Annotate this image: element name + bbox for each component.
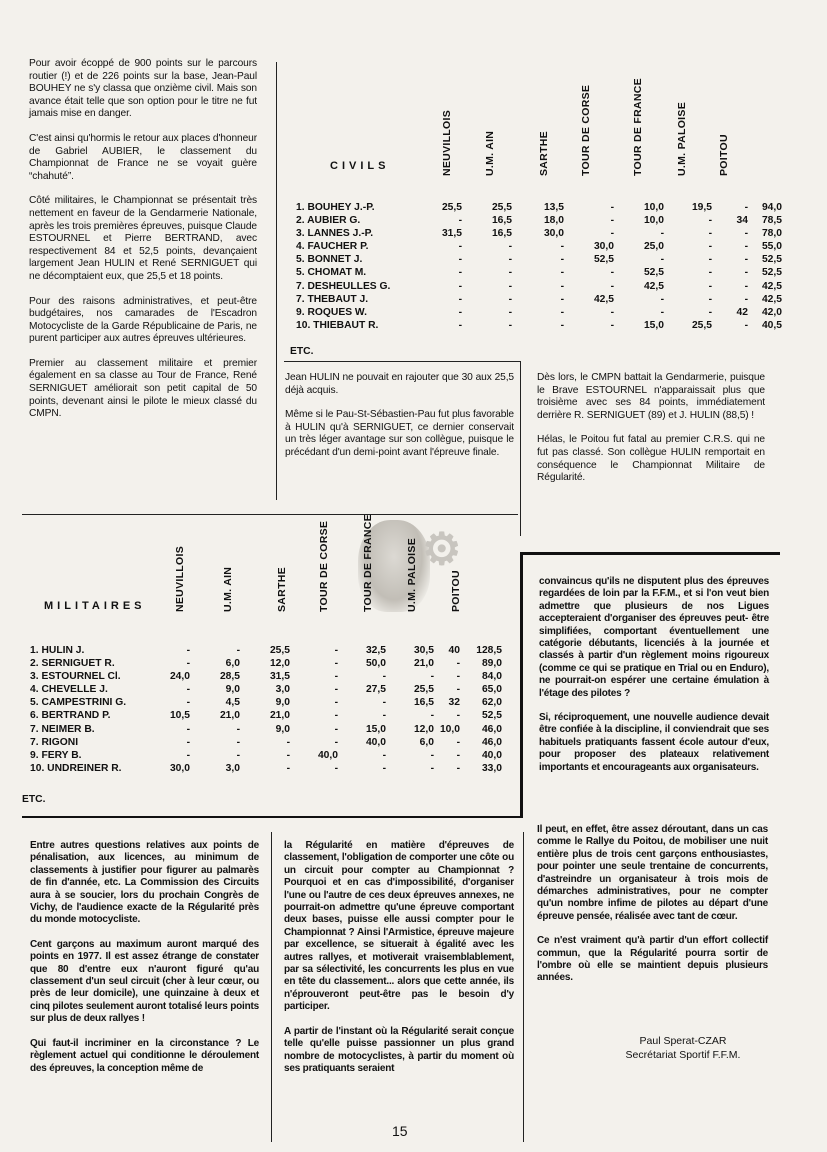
- score-cell: 52,5: [643, 267, 664, 279]
- score-cell: 10,0: [643, 215, 664, 227]
- rider-name: 3. LANNES J.-P.: [296, 228, 374, 240]
- score-cell: -: [708, 306, 712, 318]
- score-cell: -: [382, 710, 386, 722]
- rider-name: 10. THIEBAUT R.: [296, 319, 379, 331]
- signature-role: Secrétariat Sportif F.F.M.: [625, 1049, 741, 1061]
- score-cell: 24,0: [169, 671, 190, 683]
- article-column-3: [537, 372, 765, 497]
- paragraph: Jean HULIN ne pouvait en rajouter que 30 aux 25,5 déjà acquis.: [285, 372, 514, 396]
- total-cell: 40,5: [761, 319, 782, 331]
- score-cell: -: [610, 228, 614, 240]
- score-cell: 9,0: [275, 697, 290, 709]
- box-border-bottom: [22, 816, 522, 818]
- column-header-tour-de-corse: TOUR DE CORSE: [318, 520, 330, 612]
- table-row: [296, 266, 782, 279]
- score-cell: -: [456, 762, 460, 774]
- score-cell: 34: [736, 215, 748, 227]
- score-cell: 25,5: [491, 202, 512, 213]
- score-cell: -: [660, 228, 664, 240]
- rider-name: 5. BONNET J.: [296, 254, 363, 266]
- table-row: [30, 657, 502, 670]
- score-cell: 12,0: [413, 723, 434, 735]
- score-cell: 12,0: [269, 658, 290, 670]
- total-cell: 46,0: [481, 723, 502, 735]
- paragraph: Hélas, le Poitou fut fatal au premier C.R.S. qui ne fut pas classé. Son collègue HULIN remportait en conséquence le Championnat Militaire de Régularité.: [537, 434, 765, 484]
- score-cell: -: [458, 306, 462, 318]
- score-cell: 30,5: [413, 645, 434, 656]
- score-cell: -: [660, 293, 664, 305]
- score-cell: 10,5: [169, 710, 190, 722]
- table-row: [30, 723, 502, 736]
- score-cell: -: [708, 228, 712, 240]
- paragraph: C'est ainsi qu'hormis le retour aux places d'honneur de Gabriel AUBIER, le classement du Championnat de France ne se voyait guère “chahuté”.: [29, 132, 257, 182]
- score-cell: 25,5: [441, 202, 462, 213]
- score-cell: 4,5: [225, 697, 240, 709]
- score-cell: 40,0: [365, 736, 386, 748]
- score-cell: -: [508, 254, 512, 266]
- column-header-tour-de-france: TOUR DE FRANCE: [632, 78, 644, 176]
- score-cell: -: [236, 749, 240, 761]
- score-cell: -: [382, 697, 386, 709]
- score-cell: 15,0: [365, 723, 386, 735]
- score-cell: -: [456, 736, 460, 748]
- column-header-tour-de-france: TOUR DE FRANCE: [362, 514, 374, 612]
- score-cell: 6,0: [419, 736, 434, 748]
- rider-name: 7. THEBAUT J.: [296, 293, 369, 305]
- rider-name: 5. CHOMAT M.: [296, 267, 367, 279]
- score-cell: -: [744, 293, 748, 305]
- rider-name: 5. CAMPESTRINI G.: [30, 697, 127, 709]
- total-cell: 52,5: [481, 710, 502, 722]
- score-cell: -: [334, 736, 338, 748]
- table-row: [296, 214, 782, 227]
- total-cell: 78,0: [761, 228, 782, 240]
- score-cell: -: [560, 306, 564, 318]
- column-header-poitou: POITOU: [718, 134, 730, 176]
- score-cell: -: [334, 658, 338, 670]
- column-divider: [520, 361, 521, 536]
- table-row: [30, 644, 502, 657]
- score-cell: -: [744, 254, 748, 266]
- box-border-top: [520, 552, 780, 555]
- score-cell: -: [456, 710, 460, 722]
- bottom-column-1: [30, 840, 259, 1075]
- score-cell: -: [708, 280, 712, 292]
- paragraph: Qui faut-il incriminer en la circonstance ? Le règlement actuel qui conditionne le déroulement des épreuves, la conception même de: [30, 1037, 259, 1074]
- paragraph: Si, réciproquement, une nouvelle audience devait être confiée à la discipline, il conviendrait que ses habituels pratiquants fassent école autour d'eux, pour proposer des plateaux relativement importants et encourageants aux organisateurs.: [539, 712, 769, 773]
- table-row: [30, 749, 502, 762]
- score-cell: -: [186, 697, 190, 709]
- score-cell: -: [186, 658, 190, 670]
- table-row: [296, 319, 782, 332]
- score-cell: -: [236, 723, 240, 735]
- table-row: [30, 683, 502, 696]
- score-cell: 16,5: [491, 228, 512, 240]
- civils-title: CIVILS: [330, 160, 390, 172]
- score-cell: -: [560, 293, 564, 305]
- table-row: [296, 253, 782, 266]
- score-cell: 10,0: [439, 723, 460, 735]
- column-header-poitou: POITOU: [450, 570, 462, 612]
- total-cell: 55,0: [761, 241, 782, 253]
- civils-table: [296, 201, 782, 332]
- score-cell: -: [382, 749, 386, 761]
- score-cell: -: [744, 228, 748, 240]
- civils-divider: [284, 361, 520, 362]
- score-cell: -: [708, 267, 712, 279]
- score-cell: -: [334, 645, 338, 656]
- score-cell: -: [744, 267, 748, 279]
- militaires-title: MILITAIRES: [44, 600, 146, 612]
- score-cell: 31,5: [269, 671, 290, 683]
- total-cell: 42,0: [761, 306, 782, 318]
- score-cell: -: [382, 671, 386, 683]
- box-border-left: [520, 552, 523, 818]
- paragraph: A partir de l'instant où la Régularité serait conçue telle qu'elle puisse passionner un plus grand nombre de motocyclistes, à partir du moment où ses pratiquants seraient: [284, 1025, 514, 1074]
- table-row: [296, 280, 782, 293]
- score-cell: -: [610, 267, 614, 279]
- score-cell: -: [458, 267, 462, 279]
- score-cell: -: [458, 254, 462, 266]
- paragraph: Pour avoir écoppé de 900 points sur le parcours routier (!) et de 226 points sur la base, Jean-Paul BOUHEY ne s'y classa que onzième civil. Mais son avance était telle que son option pour le titre ne fut jamais mise en danger.: [29, 58, 257, 120]
- score-cell: -: [610, 319, 614, 331]
- score-cell: 19,5: [691, 202, 712, 213]
- score-cell: 13,5: [543, 202, 564, 213]
- score-cell: -: [660, 254, 664, 266]
- score-cell: -: [456, 684, 460, 696]
- score-cell: 28,5: [219, 671, 240, 683]
- score-cell: -: [186, 736, 190, 748]
- column-header-u-m-ain: U.M. AIN: [222, 566, 234, 612]
- score-cell: -: [456, 658, 460, 670]
- score-cell: -: [508, 306, 512, 318]
- score-cell: 6,0: [225, 658, 240, 670]
- score-cell: 3,0: [275, 684, 290, 696]
- score-cell: -: [286, 749, 290, 761]
- bottom-column-3: [537, 824, 768, 997]
- score-cell: -: [610, 306, 614, 318]
- score-cell: 30,0: [169, 762, 190, 774]
- paragraph: Côté militaires, le Championnat se présentait très nettement en faveur de la Gendarmerie Nationale, après les trois premières épreuves, puisque Claude ESTOURNEL et Pierre BERTRAND, avec respectivement 84 et 52,5 points, devançaient largement Jean HULIN et René SERNIGUET qui ne décomptaient eux, que 25,5 et 18 points.: [29, 195, 257, 282]
- militaires-divider: [22, 514, 518, 515]
- paragraph: Il peut, en effet, être assez déroutant, dans un cas comme le Rallye du Poitou, de mobiliser une nuit entière plus de trois cent garçons enthousiastes, pour pointer une seule trentaine de concurrents, d'astreindre un organisateur à trois mois de démarches administratives, pour ne compter qu'un nombre infime de pilotes au départ d'une épreuve pensée, réalisée avec tant de cœur.: [537, 824, 768, 922]
- score-cell: 42,5: [643, 280, 664, 292]
- score-cell: -: [458, 215, 462, 227]
- rider-name: 4. FAUCHER P.: [296, 241, 369, 253]
- score-cell: -: [334, 710, 338, 722]
- score-cell: -: [708, 241, 712, 253]
- table-row: [296, 240, 782, 253]
- total-cell: 78,5: [761, 215, 782, 227]
- paragraph: convaincus qu'ils ne disputent plus des épreuves regardées de loin par la F.F.M., et si l'on veut bien admettre que plusieurs de nos Ligues accepteraient d'organiser des épreuves peut- être simplifiées, comportant éventuellement une catégorie débutants, licenciés à la journée et classés à partir d'un règlement moins rigoureux (comme ce qui se pratique en Trial ou en Enduro), ne pourrait-on espérer une certaine émulation à l'étage des pilotes ?: [539, 576, 769, 699]
- score-cell: -: [508, 319, 512, 331]
- total-cell: 94,0: [761, 202, 782, 213]
- score-cell: -: [508, 267, 512, 279]
- score-cell: 40,0: [317, 749, 338, 761]
- score-cell: -: [456, 671, 460, 683]
- table-row: [30, 736, 502, 749]
- rider-name: 10. UNDREINER R.: [30, 762, 122, 774]
- rider-name: 1. BOUHEY J.-P.: [296, 202, 375, 213]
- total-cell: 46,0: [481, 736, 502, 748]
- score-cell: 31,5: [441, 228, 462, 240]
- page-number: 15: [392, 1123, 408, 1139]
- score-cell: 21,0: [413, 658, 434, 670]
- signature-name: Paul Sperat-CZAR: [639, 1035, 727, 1047]
- score-cell: 25,5: [413, 684, 434, 696]
- column-header-u-m-ain: U.M. AIN: [484, 130, 496, 176]
- paragraph: Même si le Pau-St-Sébastien-Pau fut plus favorable à HULIN qu'à SERNIGUET, ce dernier conservait un très léger avantage sur son collègue, puisque le précédant d'un demi-point avant l'épreuve finale.: [285, 409, 514, 458]
- score-cell: 40: [448, 645, 460, 656]
- rider-name: 3. ESTOURNEL Cl.: [30, 671, 121, 683]
- column-header-sarthe: SARTHE: [538, 131, 550, 176]
- column-header-neuvillois: NEUVILLOIS: [174, 545, 186, 612]
- total-cell: 128,5: [476, 645, 502, 656]
- table-row: [296, 227, 782, 240]
- paragraph: Entre autres questions relatives aux points de pénalisation, aux licences, au minimum de classements à justifier pour figurer au palmarès de fin d'année, etc. La Commission des Circuits aura à se soucier, lors du prochain Congrès de Vichy, de l'audience exacte de la Régularité près du monde motocycliste.: [30, 840, 259, 926]
- score-cell: -: [744, 202, 748, 213]
- bottom-column-2: [284, 840, 514, 1075]
- total-cell: 52,5: [761, 254, 782, 266]
- score-cell: -: [508, 293, 512, 305]
- rider-name: 4. CHEVELLE J.: [30, 684, 108, 696]
- score-cell: -: [560, 241, 564, 253]
- score-cell: -: [560, 267, 564, 279]
- score-cell: -: [458, 280, 462, 292]
- rider-name: 7. RIGONI: [30, 736, 79, 748]
- score-cell: -: [610, 202, 614, 213]
- score-cell: -: [560, 319, 564, 331]
- score-cell: 15,0: [643, 319, 664, 331]
- score-cell: -: [430, 749, 434, 761]
- score-cell: -: [744, 280, 748, 292]
- score-cell: -: [458, 319, 462, 331]
- paragraph: la Régularité en matière d'épreuves de classement, l'obligation de comporter une côte ou un circuit pour compter au Championnat ? Pourquoi et en cas d'impossibilité, d'organiser l'une ou l'autre de ces deux épreuves annexes, ne pourrait-on admettre qu'une épreuve comportant deux bases, puisse elle aussi compter pour le Championnat ? Ainsi l'Armistice, épreuve majeure par excellence, se situerait à égalité avec les autres rallyes, et motiverait vraisemblablement, par sa sélectivité, les concurrents les plus en vue en tête du classement... alors que cette année, ils n'éprouveront peut-être pas le besoin d'y participer.: [284, 840, 514, 1013]
- score-cell: 16,5: [491, 215, 512, 227]
- score-cell: -: [708, 293, 712, 305]
- score-cell: 18,0: [543, 215, 564, 227]
- score-cell: -: [186, 723, 190, 735]
- score-cell: -: [430, 710, 434, 722]
- table-row: [30, 709, 502, 722]
- column-divider: [523, 832, 524, 1142]
- paragraph: Pour des raisons administratives, et peut-être budgétaires, nos camarades de l'Escadron Motocycliste de la Garde Républicaine de Paris, ne purent participer aux autres épreuves ultérieures.: [29, 295, 257, 345]
- score-cell: -: [186, 684, 190, 696]
- score-cell: -: [744, 241, 748, 253]
- score-cell: -: [708, 254, 712, 266]
- column-header-u-m-paloise: U.M. PALOISE: [676, 102, 688, 176]
- rider-name: 6. BERTRAND P.: [30, 710, 111, 722]
- signature: [598, 1034, 768, 1062]
- score-cell: -: [744, 319, 748, 331]
- column-header-u-m-paloise: U.M. PALOISE: [406, 538, 418, 612]
- score-cell: -: [430, 762, 434, 774]
- score-cell: 30,0: [543, 228, 564, 240]
- militaires-etc: ETC.: [22, 794, 46, 805]
- total-cell: 42,5: [761, 293, 782, 305]
- rider-name: 1. HULIN J.: [30, 645, 85, 656]
- rider-name: 7. DESHEULLES G.: [296, 280, 391, 292]
- table-row: [296, 306, 782, 319]
- score-cell: -: [334, 697, 338, 709]
- score-cell: -: [186, 749, 190, 761]
- score-cell: -: [508, 280, 512, 292]
- total-cell: 42,5: [761, 280, 782, 292]
- score-cell: 9,0: [225, 684, 240, 696]
- score-cell: -: [560, 280, 564, 292]
- score-cell: -: [508, 241, 512, 253]
- rider-name: 2. SERNIGUET R.: [30, 658, 115, 670]
- article-column-1: [29, 58, 257, 433]
- score-cell: 30,0: [593, 241, 614, 253]
- score-cell: 25,0: [643, 241, 664, 253]
- score-cell: -: [186, 645, 190, 656]
- table-row: [296, 293, 782, 306]
- score-cell: 25,5: [691, 319, 712, 331]
- paragraph: Ce n'est vraiment qu'à partir d'un effort collectif commun, que la Régularité pourra sortir de l'ombre où elle se maintient depuis plusieurs années.: [537, 935, 768, 984]
- paragraph: Dès lors, le CMPN battait la Gendarmerie, puisque le Brave ESTOURNEL n'apparaissait plus que troisième avec ses 84 points, immédiatement derrière R. SERNIGUET (89) et J. HULIN (88,5) !: [537, 372, 765, 421]
- score-cell: -: [236, 645, 240, 656]
- table-row: [30, 696, 502, 709]
- militaires-table: [30, 644, 502, 775]
- column-header-neuvillois: NEUVILLOIS: [441, 109, 453, 176]
- rider-name: 9. FERY B.: [30, 749, 82, 761]
- column-divider: [276, 62, 277, 500]
- total-cell: 33,0: [481, 762, 502, 774]
- score-cell: -: [430, 671, 434, 683]
- score-cell: -: [286, 762, 290, 774]
- score-cell: -: [458, 241, 462, 253]
- paragraph: Cent garçons au maximum auront marqué des points en 1977. Il est assez étrange de constater que 80 d'entre eux n'auront figuré qu'au classement d'un seul circuit (cher à leur cœur, ou près de leur domicile), une quinzaine à deux et cinq pilotes seulement auront totalisé leurs points sur plus de deux rallyes !: [30, 938, 259, 1025]
- total-cell: 65,0: [481, 684, 502, 696]
- score-cell: 3,0: [225, 762, 240, 774]
- score-cell: -: [334, 762, 338, 774]
- rider-name: 7. NEIMER B.: [30, 723, 95, 735]
- score-cell: -: [286, 736, 290, 748]
- column-divider: [271, 832, 272, 1142]
- score-cell: 21,0: [219, 710, 240, 722]
- column-header-sarthe: SARTHE: [276, 567, 288, 612]
- score-cell: -: [610, 280, 614, 292]
- civils-etc: ETC.: [290, 346, 314, 357]
- score-cell: 25,5: [269, 645, 290, 656]
- logo: ⚙: [422, 524, 462, 575]
- total-cell: 62,0: [481, 697, 502, 709]
- score-cell: 32: [448, 697, 460, 709]
- table-row: [30, 670, 502, 683]
- score-cell: 9,0: [275, 723, 290, 735]
- score-cell: 21,0: [269, 710, 290, 722]
- score-cell: -: [382, 762, 386, 774]
- column-header-tour-de-corse: TOUR DE CORSE: [580, 84, 592, 176]
- table-row: [30, 762, 502, 775]
- paragraph: Premier au classement militaire et premier également en sa classe au Tour de France, René SERNIGUET améliorait son petit capital de 50 points, devenant ainsi le pilote le mieux classé du CMPN.: [29, 357, 257, 420]
- rider-name: 9. ROQUES W.: [296, 306, 367, 318]
- score-cell: 10,0: [643, 202, 664, 213]
- total-cell: 52,5: [761, 267, 782, 279]
- score-cell: -: [456, 749, 460, 761]
- score-cell: 32,5: [365, 645, 386, 656]
- table-row: [296, 201, 782, 214]
- score-cell: 52,5: [593, 254, 614, 266]
- score-cell: 16,5: [413, 697, 434, 709]
- score-cell: -: [334, 684, 338, 696]
- score-cell: 50,0: [365, 658, 386, 670]
- total-cell: 40,0: [481, 749, 502, 761]
- total-cell: 89,0: [481, 658, 502, 670]
- score-cell: 27,5: [365, 684, 386, 696]
- score-cell: -: [334, 671, 338, 683]
- score-cell: -: [458, 293, 462, 305]
- boxed-column: [539, 576, 769, 786]
- score-cell: -: [334, 723, 338, 735]
- total-cell: 84,0: [481, 671, 502, 683]
- score-cell: -: [708, 215, 712, 227]
- score-cell: 42,5: [593, 293, 614, 305]
- score-cell: -: [560, 254, 564, 266]
- score-cell: -: [610, 215, 614, 227]
- score-cell: 42: [736, 306, 748, 318]
- rider-name: 2. AUBIER G.: [296, 215, 361, 227]
- score-cell: -: [660, 306, 664, 318]
- score-cell: -: [236, 736, 240, 748]
- article-column-2: [285, 372, 514, 472]
